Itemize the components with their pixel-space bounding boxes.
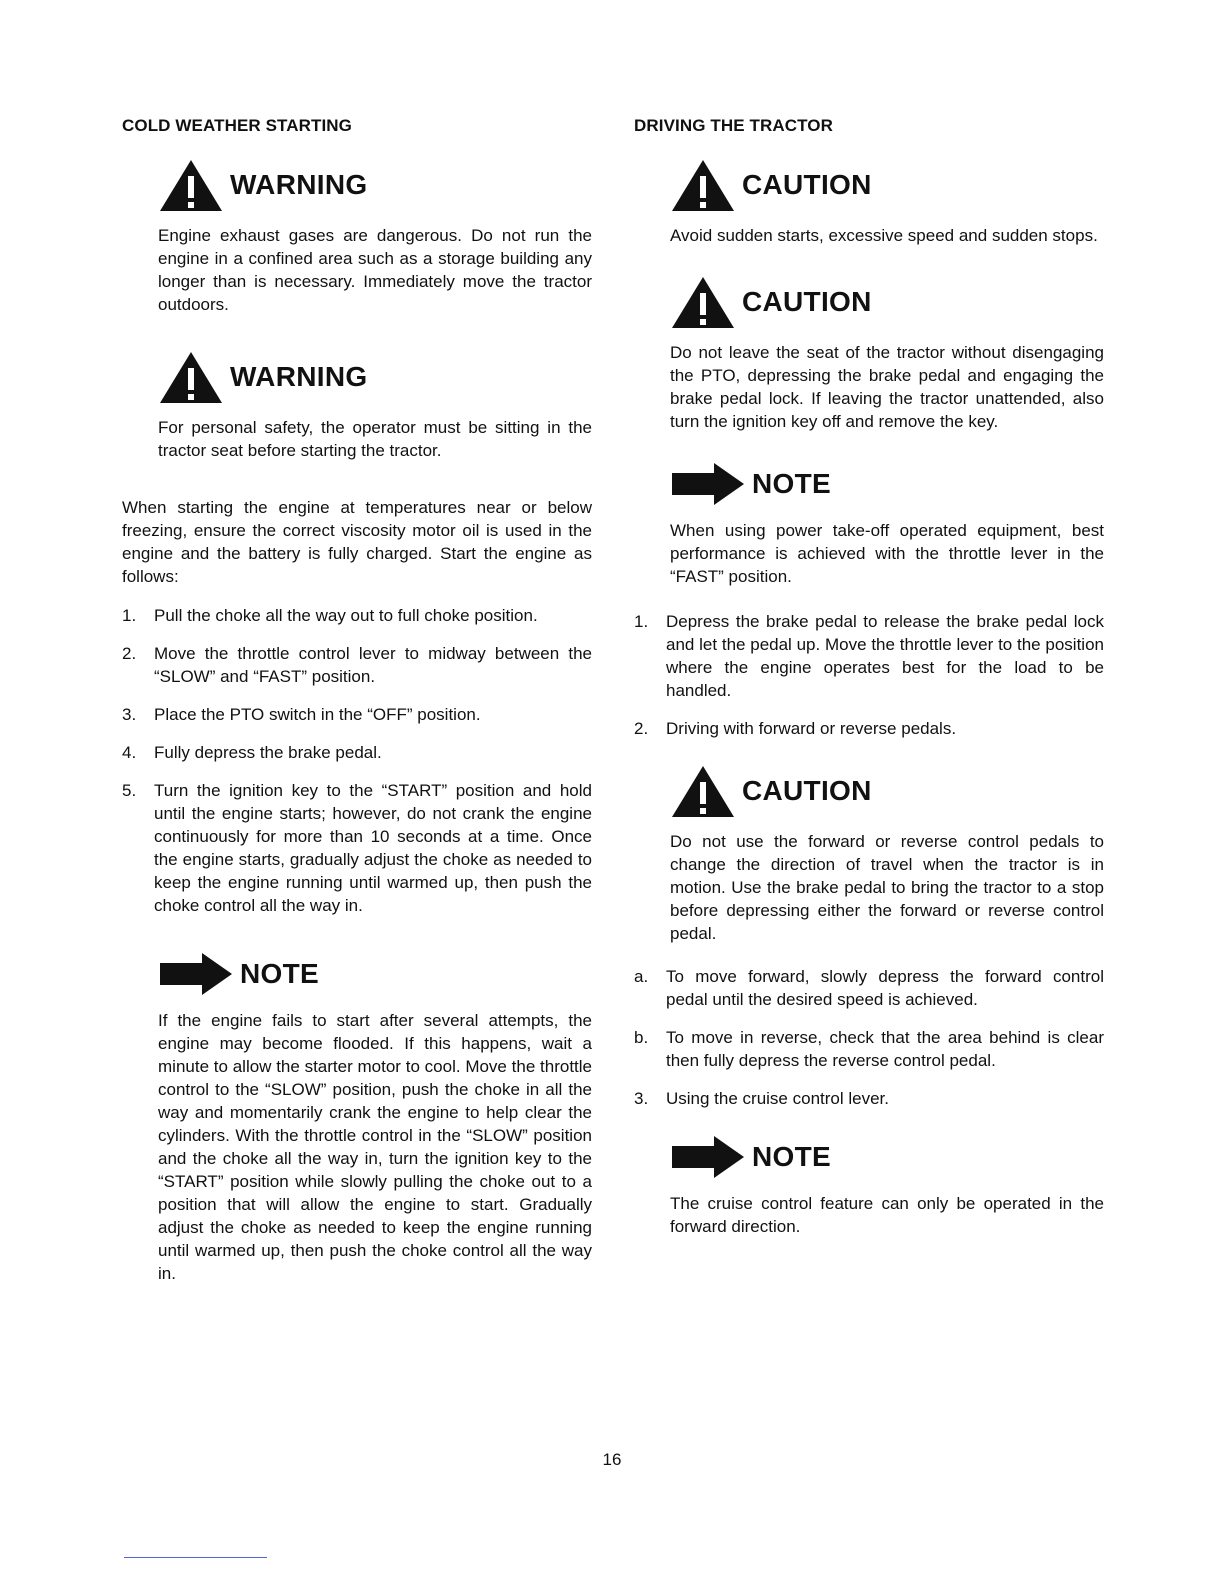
- note-text: The cruise control feature can only be operated in the forward direction.: [670, 1194, 1104, 1236]
- note-arrow-icon: [670, 1134, 746, 1180]
- caution-label: CAUTION: [742, 169, 872, 200]
- driving-steps-list: [634, 610, 1104, 740]
- driving-steps-list-continued: [634, 1087, 1104, 1110]
- caution-text: Avoid sudden starts, excessive speed and sudden stops.: [670, 226, 1098, 245]
- list-item: 1. Pull the choke all the way out to full choke position.: [122, 606, 538, 625]
- page-number: 16: [602, 1450, 622, 1469]
- note-arrow-icon: [158, 951, 234, 997]
- caution-label: CAUTION: [742, 286, 872, 317]
- list-item: 2. Move the throttle control lever to midway between the “SLOW” and “FAST” position.: [122, 644, 592, 686]
- note-text: When using power take-off operated equipment, best performance is achieved with the throttle lever in the “FAST” position.: [670, 521, 1104, 586]
- list-item: a. To move forward, slowly depress the forward control pedal until the desired speed is achieved.: [634, 967, 1104, 1009]
- intro-paragraph: When starting the engine at temperatures near or below freezing, ensure the correct viscosity motor oil is used in the engine and the battery is fully charged. Start the engine as follows:: [122, 498, 592, 586]
- warning-block-exhaust: [158, 158, 592, 316]
- caution-text: Do not leave the seat of the tractor without disengaging the PTO, depressing the brake pedal and engaging the brake pedal lock. If leaving the tractor unattended, also turn the ignition key off and remove the key.: [670, 343, 1104, 431]
- caution-block-seat: [670, 275, 1104, 433]
- caution-label: CAUTION: [742, 775, 872, 806]
- note-label: NOTE: [752, 1141, 831, 1172]
- note-block-flooded: [158, 951, 592, 1285]
- note-header: [670, 1134, 1104, 1180]
- caution-header: [670, 158, 1104, 212]
- list-item: 3. Place the PTO switch in the “OFF” position.: [122, 705, 481, 724]
- note-label: NOTE: [752, 468, 831, 499]
- caution-block-starts: [670, 158, 1104, 247]
- caution-triangle-icon: [670, 275, 736, 329]
- list-item: 2. Driving with forward or reverse pedals.: [634, 719, 957, 738]
- warning-header: [158, 350, 592, 404]
- caution-text: Do not use the forward or reverse control pedals to change the direction of travel when the tractor is in motion. Use the brake pedal to bring the tractor to a stop before depressing either the forward or reverse control pedal.: [670, 832, 1104, 943]
- note-header: [670, 461, 1104, 507]
- note-header: [158, 951, 592, 997]
- list-item: 4. Fully depress the brake pedal.: [122, 743, 382, 762]
- warning-triangle-icon: [158, 158, 224, 212]
- note-block-pto: [670, 461, 1104, 588]
- caution-header: [670, 764, 1104, 818]
- warning-label: WARNING: [230, 169, 368, 200]
- starting-steps-list: [122, 604, 592, 917]
- left-column: [122, 116, 592, 1285]
- warning-block-seat: [158, 350, 592, 462]
- warning-label: WARNING: [230, 361, 368, 392]
- note-block-cruise: [670, 1134, 1104, 1238]
- note-arrow-icon: [670, 461, 746, 507]
- caution-block-direction: [670, 764, 1104, 945]
- list-item: 3. Using the cruise control lever.: [634, 1089, 889, 1108]
- driving-substeps-list: [634, 965, 1104, 1072]
- caution-header: [670, 275, 1104, 329]
- note-text: If the engine fails to start after several attempts, the engine may become flooded. If this happens, wait a minute to allow the starter motor to cool. Move the throttle control to the “SLOW” position, push the choke in all the way and momentarily crank the engine to help clear the cylinders. With the throttle control in the “SLOW” position and the choke all the way in, turn the ignition key to the “START” position while slowly pulling the choke out to a position that will allow the engine to start. Gradually adjust the choke as needed to keep the engine running until warmed up, then push the choke control all the way in.: [158, 1011, 592, 1283]
- right-column: [634, 116, 1104, 1238]
- section-title-cold-weather: COLD WEATHER STARTING: [122, 116, 353, 135]
- list-item: 5. Turn the ignition key to the “START” position and hold until the engine starts; however, do not crank the engine continuously for more than 10 seconds at a time. Once the engine starts, gradually adjust the choke as needed to keep the engine running until warmed up, then push the choke control all the way in.: [122, 781, 592, 915]
- warning-triangle-icon: [158, 350, 224, 404]
- warning-header: [158, 158, 592, 212]
- list-item: 1. Depress the brake pedal to release the brake pedal lock and let the pedal up. Move the throttle lever to the position where the engine operates best for the load to be handled.: [634, 612, 1104, 700]
- caution-triangle-icon: [670, 764, 736, 818]
- warning-text: Engine exhaust gases are dangerous. Do not run the engine in a confined area such as a storage building any longer than is necessary. Immediately move the tractor outdoors.: [158, 226, 592, 314]
- footer-rule: [124, 1557, 267, 1558]
- section-title-driving: DRIVING THE TRACTOR: [634, 116, 833, 135]
- note-label: NOTE: [240, 958, 319, 989]
- warning-text: For personal safety, the operator must be sitting in the tractor seat before starting the tractor.: [158, 418, 592, 460]
- list-item: b. To move in reverse, check that the area behind is clear then fully depress the reverse control pedal.: [634, 1028, 1104, 1070]
- caution-triangle-icon: [670, 158, 736, 212]
